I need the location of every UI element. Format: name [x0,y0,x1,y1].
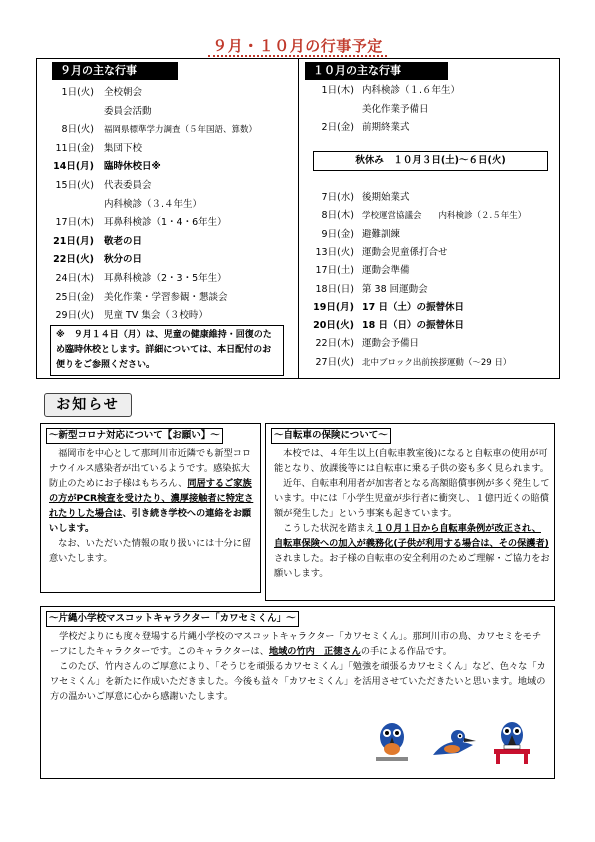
schedule-event: 内科検診（３.４年生） [104,198,203,210]
schedule-row [296,119,546,137]
schedule-event: 美化作業予備日 [362,103,429,115]
covid-notice [40,423,261,593]
schedule-event: 代表委員会 [104,180,152,191]
schedule-row [36,140,286,158]
schedule-event: 児童 TV 集会（３校時） [104,310,208,322]
schedule-row [296,189,546,207]
schedule-row [296,226,546,244]
covid-body: 福岡市を中心として那珂川市近隣でも新型コロナウイルス感染者が出ているようです。感染拡大防止のためにお子様はもちろん、同居するご家族の方がPCR検査を受けたり、濃厚接触者に特定されたりした場合は、引き続き学校への連絡をお願いします。 なお、いただいた情報の取り扱いには十分に留意いたします。 [49,448,254,564]
october-heading: １０月の主な行事 [305,62,448,80]
bike-body: 本校では、４年生以上(自転車教室後)になると自転車の使用が可能となり、放課後等には自転車に乗る子供の姿も多く見られます。 近年、自転車利用者が加害者となる高額賠償事例が多く発生しています。中には「小学生児童が歩行者に衝突し、１億円近くの賠償額が発生した」という事案も起きています。 こうした状況を踏まえ１０月１日から自転車条例が改正され、自転車保険への加入が義務化(子供が利用する場合は、その保護者)されました。お子様の自転車の安全利用のためご理解・ご協力をお願いします。 [274,448,550,579]
bicycle-insurance-notice [265,423,555,601]
schedule-event: 前期終業式 [362,122,410,134]
schedule-event: 全校朝会 [104,87,143,98]
schedule-date: 11日(金) [55,142,94,154]
schedule-row [296,281,546,299]
schedule-date: 20日(火) [313,320,354,332]
schedule-row [296,101,546,119]
schedule-date: 15日(火) [55,180,94,191]
schedule-row [36,121,286,139]
schedule-date: 25日(金) [55,291,94,303]
schedule-row [296,335,546,353]
schedule-date: 22日(木) [315,338,354,350]
schedule-event: 福岡県標準学力調査（５年国語、算数） [104,125,258,136]
schedule-row [296,317,546,335]
schedule-date: 8日(木) [321,210,354,222]
schedule-event: 運動会予備日 [362,338,420,350]
schedule-row [36,233,286,251]
schedule-event: 18 日（日）の振替休日 [362,320,465,332]
kingfisher-mascot-studying-icon [492,715,532,765]
schedule-event: 美化作業・学習参観・懇談会 [104,291,228,303]
schedule-event: 集団下校 [104,142,143,154]
schedule-date: 9日(金) [321,228,354,240]
schedule-event: 北中ブロック出前挨拶運動（～29 日） [362,357,512,368]
schedule-row [296,207,546,225]
schedule-row [36,84,286,102]
schedule-event: 第 38 回運動会 [362,283,428,295]
schedule-date: 8日(火) [61,124,94,136]
schedule-row [296,354,546,372]
schedule-row [296,82,546,100]
schedule-event: 運動会準備 [362,265,410,277]
september-heading: ９月の主な行事 [52,62,178,80]
schedule-row [36,103,286,121]
mascot-title: ～片縄小学校マスコットキャラクター「カワセミくん」～ [46,611,299,627]
covid-title: ～新型コロナ対応について【お願い】～ [46,428,223,444]
schedule-date: 14日(月) [53,161,94,173]
schedule-date: 18日(日) [315,283,354,295]
schedule-date: 27日(火) [315,356,354,368]
schedule-date: 24日(木) [55,273,94,284]
schedule-row [36,307,286,325]
news-banner: お知らせ [44,393,132,417]
schedule-event: 後期始業式 [362,192,410,203]
schedule-row [36,289,286,307]
schedule-event: 学校運営協議会 内科検診（２.５年生） [362,211,527,222]
schedule-row [296,299,546,317]
schedule-date: 17日(木) [55,217,94,229]
schedule-date: 17日(土) [315,265,354,277]
september-note: ※ ９月１４日（月）は、児童の健康維持・回復のため臨時休校とします。詳細については、本日配付のお便りをご参照ください。 [50,325,284,376]
autumn-vacation-box: 秋休み １０月３日(土)～６日(火) [313,151,548,171]
schedule-row [296,244,546,262]
schedule-date: 13日(火) [315,246,354,258]
schedule-date: 19日(月) [313,301,354,313]
schedule-row [36,214,286,232]
schedule-row [36,177,286,195]
schedule-event: 17 日（土）の振替休日 [362,301,465,313]
kingfisher-mascot-flying-icon [428,715,478,765]
schedule-row [36,196,286,214]
schedule-date: 1日(火) [61,87,94,98]
schedule-event: 委員会活動 [104,105,152,117]
schedule-event: 運動会児童係打合せ [362,246,448,258]
page-title: ９月・１０月の行事予定 [0,35,595,56]
schedule-date: 2日(金) [321,122,354,134]
schedule-event: 内科検診（１.６年生） [362,85,461,96]
mascot-body: 学校だよりにも度々登場する片縄小学校のマスコットキャラクター「カワセミくん」。那珂川市の鳥、カワセミをモチーフにしたキャラクターです。このキャラクターは、地域の竹内 正徳さんの手による作品です。 このたび、竹内さんのご厚意により、「そうじを頑張るカワセミくん」「勉強を頑張るカワセミくん」など、色々な「カワセミくん」を新たに作成いただきました。今後も益々「カワセミくん」を活用させていただきたいと思います。地域の方の温かいご厚意に心から感謝いたします。 [50,631,546,702]
schedule-event: 耳鼻科検診（2・3・5年生） [104,273,227,284]
schedule-event: 避難訓練 [362,228,401,240]
schedule-row [36,158,286,176]
schedule-row [36,270,286,288]
schedule-event: 敬老の日 [104,235,143,247]
schedule-date: 22日(火) [53,254,94,266]
schedule-event: 臨時休校日※ [104,161,161,173]
schedule-event: 秋分の日 [104,254,143,266]
schedule-date: 1日(木) [321,85,354,96]
bike-title: ～自転車の保険について～ [271,428,391,444]
schedule-row [36,251,286,269]
schedule-date: 7日(水) [321,192,354,203]
schedule-date: 29日(火) [55,310,94,322]
schedule-event: 耳鼻科検診（1・4・6年生） [104,217,227,229]
kingfisher-mascot-cleaning-icon [372,715,412,765]
schedule-row [296,262,546,280]
schedule-date: 21日(月) [53,235,94,247]
